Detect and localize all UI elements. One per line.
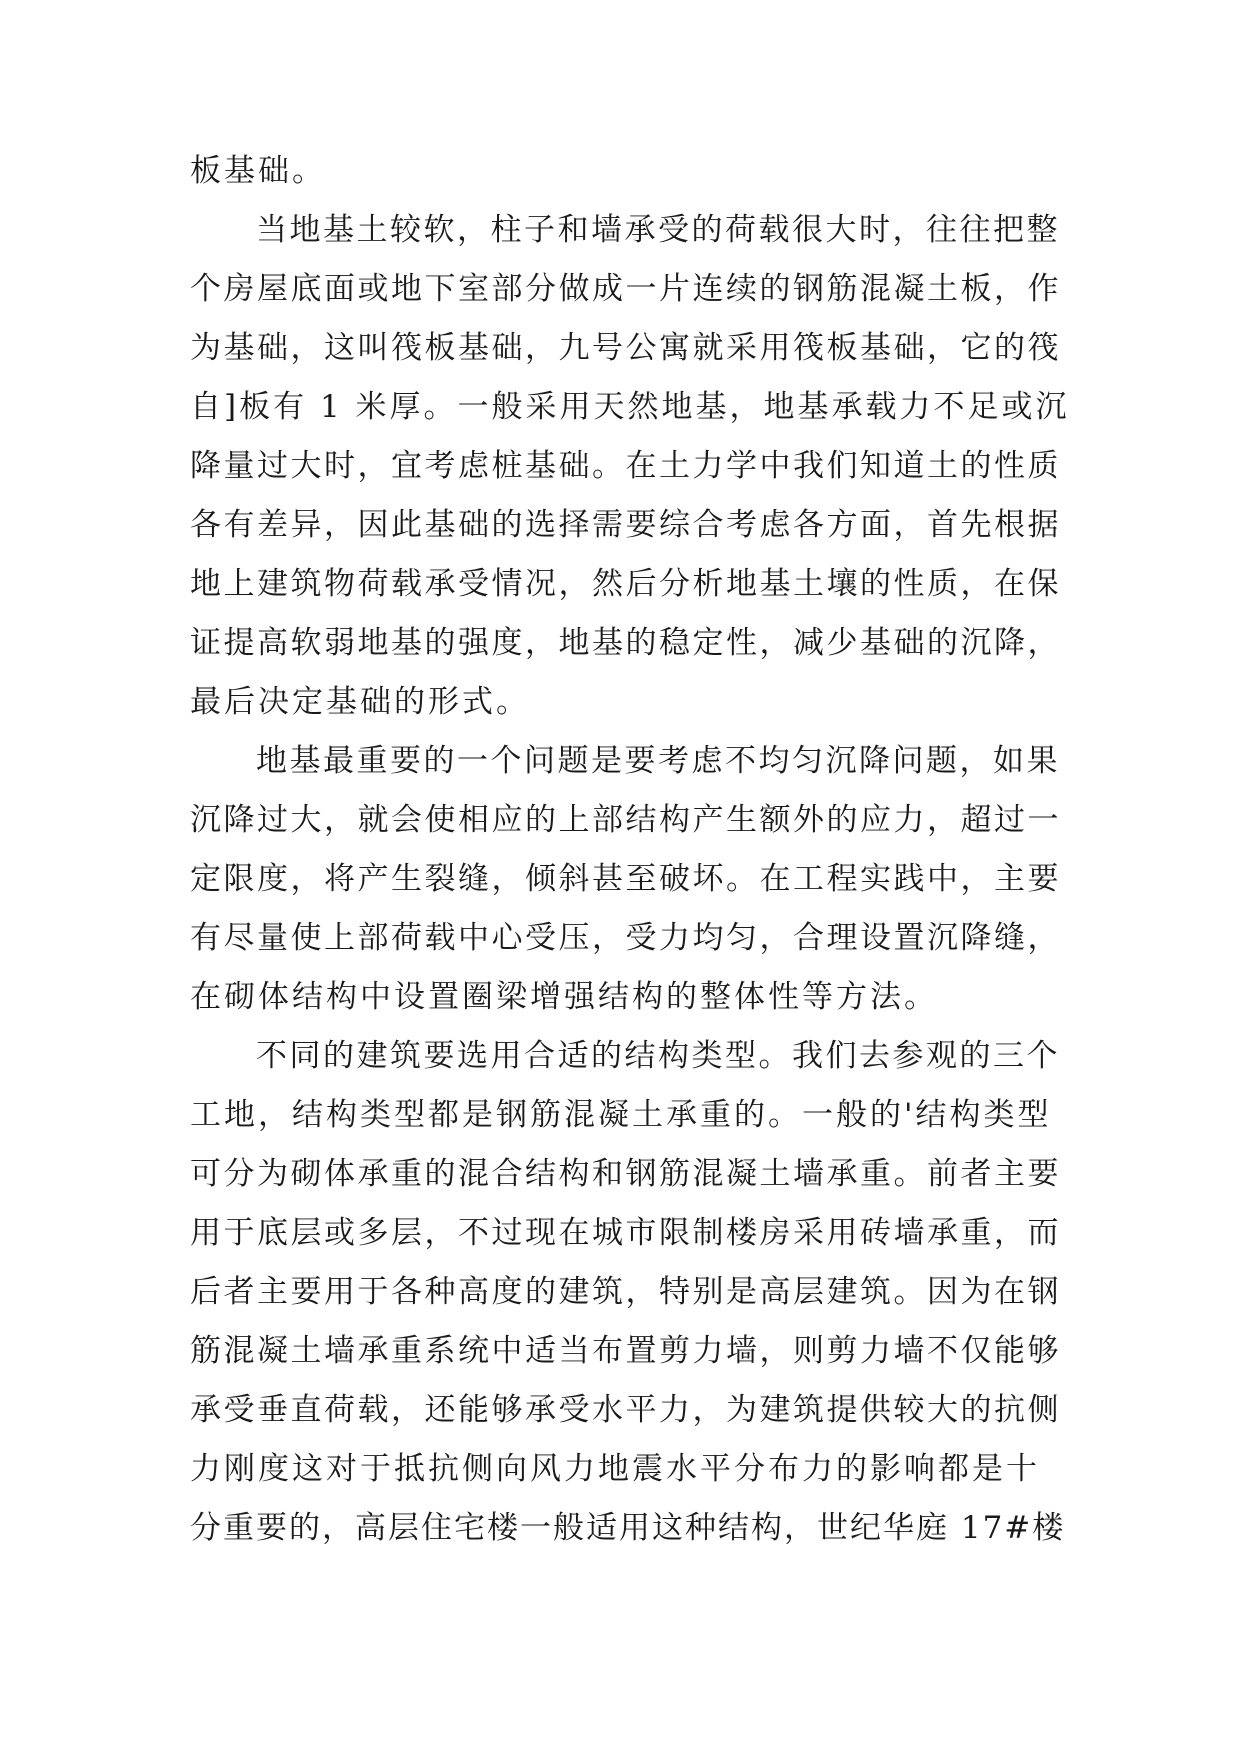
text-line: 可分为砌体承重的混合结构和钢筋混凝土墙承重。前者主要 [190, 1156, 1061, 1192]
text-line: 分重要的，高层住宅楼一般适用这种结构，世纪华庭 17#楼 [190, 1510, 1066, 1546]
text-line: 最后决定基础的形式。 [190, 684, 530, 720]
text-line: 筋混凝土墙承重系统中适当布置剪力墙，则剪力墙不仅能够 [190, 1333, 1061, 1369]
document-body [190, 142, 1070, 1558]
text-line: 沉降过大，就会使相应的上部结构产生额外的应力，超过一 [190, 802, 1061, 838]
paragraph-first-line: 地基最重要的一个问题是要考虑不均匀沉降问题，如果 [256, 743, 1060, 779]
text-line: 在砌体结构中设置圈梁增强结构的整体性等方法。 [190, 979, 938, 1015]
text-line: 个房屋底面或地下室部分做成一片连续的钢筋混凝土板，作 [190, 271, 1061, 307]
text-line: 各有差异，因此基础的选择需要综合考虑各方面，首先根据 [190, 507, 1061, 543]
text-line: 有尽量使上部荷载中心受压，受力均匀，合理设置沉降缝， [190, 920, 1061, 956]
text-line: 证提高软弱地基的强度，地基的稳定性，减少基础的沉降， [190, 625, 1061, 661]
text-line: 降量过大时，宜考虑桩基础。在土力学中我们知道土的性质 [190, 448, 1061, 484]
text-line: 后者主要用于各种高度的建筑，特别是高层建筑。因为在钢 [190, 1274, 1061, 1310]
text-line: 地上建筑物荷载承受情况，然后分析地基土壤的性质，在保 [190, 566, 1061, 602]
paragraph-first-line: 不同的建筑要选用合适的结构类型。我们去参观的三个 [256, 1038, 1060, 1074]
text-line: 承受垂直荷载，还能够承受水平力，为建筑提供较大的抗侧 [190, 1392, 1061, 1428]
paragraph-first-line: 当地基土较软，柱子和墙承受的荷载很大时，往往把整 [256, 212, 1060, 248]
text-line: 定限度，将产生裂缝，倾斜甚至破坏。在工程实践中，主要 [190, 861, 1061, 897]
text-line: 自]板有 1 米厚。一般采用天然地基，地基承载力不足或沉 [190, 389, 1070, 425]
text-line: 用于底层或多层，不过现在城市限制楼房采用砖墙承重，而 [190, 1215, 1061, 1251]
text-line: 力刚度这对于抵抗侧向风力地震水平分布力的影响都是十 [190, 1451, 1040, 1487]
text-line: 工地，结构类型都是钢筋混凝土承重的。一般的'结构类型 [190, 1097, 1052, 1133]
text-line: 为基础，这叫筏板基础，九号公寓就采用筏板基础，它的筏 [190, 330, 1061, 366]
text-line: 板基础。 [190, 153, 326, 189]
